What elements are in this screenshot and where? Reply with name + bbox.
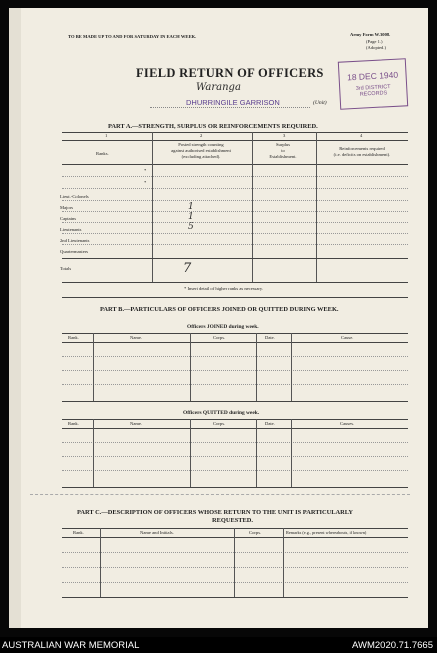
archive-footer xyxy=(0,637,437,653)
form-page: (Page 1.) xyxy=(366,39,383,44)
header-surplus-3: Establishment. xyxy=(269,154,297,159)
part-c-col-remarks: Remarks (e.g., present whereabouts, if known) xyxy=(286,530,367,535)
joined-col-div xyxy=(93,333,94,401)
unit-line xyxy=(150,107,310,108)
row-line xyxy=(62,200,408,201)
part-c-header-rule xyxy=(62,537,408,538)
col-num-3: 3 xyxy=(283,133,286,138)
part-a-col-div-3 xyxy=(316,132,317,282)
joined-col-cause: Cause. xyxy=(341,335,354,340)
quitted-col-date: Date. xyxy=(265,421,275,426)
joined-col-div xyxy=(190,333,191,401)
header-ranks: Ranks. xyxy=(96,151,109,156)
header-note: TO BE MADE UP TO AND FOR SATURDAY IN EACH WEEK. xyxy=(68,34,197,39)
unit-label: (Unit) xyxy=(313,100,327,106)
part-a-footnote: * Insert detail of higher ranks as necessary. xyxy=(184,286,264,291)
part-a-header-rule xyxy=(62,140,408,141)
part-c-col-name: Name and Initials. xyxy=(140,530,174,535)
row-line xyxy=(62,188,408,189)
unit-typed: DHURRINGILE GARRISON xyxy=(186,98,280,107)
part-c-col-div xyxy=(234,528,235,597)
quitted-col-name: Name. xyxy=(130,421,143,426)
part-a-body-rule xyxy=(62,164,408,165)
quitted-col-rank: Rank. xyxy=(68,421,79,426)
stamp-date: 18 DEC 1940 xyxy=(346,69,399,83)
joined-col-rank: Rank. xyxy=(68,335,79,340)
form-number: Army Form W.3008. xyxy=(350,32,391,37)
header-posted-2: against authorised establishment xyxy=(171,148,231,153)
part-c-col-div xyxy=(283,528,284,597)
star-row-2: * xyxy=(144,180,147,185)
part-a-top-rule xyxy=(62,132,408,133)
posted-majors: 1 xyxy=(188,202,194,212)
totals-bottom-rule xyxy=(62,282,408,283)
header-posted-1: Posted strength counting xyxy=(178,142,224,147)
joined-col-div xyxy=(256,333,257,401)
row-line xyxy=(62,456,408,457)
quitted-col-corps: Corps. xyxy=(213,421,226,426)
form-adopted: (Adopted.) xyxy=(366,45,387,50)
footer-institution: AUSTRALIAN WAR MEMORIAL xyxy=(2,640,140,651)
quitted-title: Officers QUITTED during week. xyxy=(183,410,260,416)
row-line xyxy=(62,176,408,177)
part-c-title-1: PART C.—DESCRIPTION OF OFFICERS WHOSE RETURN TO THE UNIT IS PARTICULARLY xyxy=(77,509,354,516)
section-divider xyxy=(62,297,408,298)
row-line xyxy=(62,211,408,212)
col-num-1: 1 xyxy=(105,133,108,138)
rank-quartermasters: Quartermasters xyxy=(60,249,89,254)
stamp-district: 3rd DISTRICT xyxy=(355,84,391,92)
row-line xyxy=(62,244,408,245)
row-line xyxy=(62,552,408,553)
row-line xyxy=(62,384,408,385)
joined-title: Officers JOINED during week. xyxy=(187,324,259,330)
header-reinf-2: (i.e. deficits on establishment). xyxy=(333,152,391,157)
totals-value: 7 xyxy=(183,261,192,276)
posted-lieutenants: 5 xyxy=(188,222,194,232)
footer-accession-number: AWM2020.71.7665 xyxy=(352,640,433,651)
unit-handwritten: Waranga xyxy=(196,82,241,93)
header-reinf-1: Reinforcements required xyxy=(339,146,385,151)
part-b-title: PART B.—PARTICULARS OF OFFICERS JOINED OR QUITTED DURING WEEK. xyxy=(100,306,339,313)
quitted-col-div xyxy=(93,419,94,487)
rank-majors: Majors xyxy=(60,205,74,210)
quitted-col-causes: Causes. xyxy=(340,421,355,426)
quitted-col-div xyxy=(256,419,257,487)
quitted-col-div xyxy=(190,419,191,487)
page-left-edge xyxy=(9,8,21,628)
joined-col-corps: Corps. xyxy=(213,335,226,340)
part-a-col-div-2 xyxy=(252,132,253,282)
joined-bottom-rule xyxy=(62,401,408,402)
form-title: FIELD RETURN OF OFFICERS xyxy=(136,66,324,80)
part-c-col-rank: Rank. xyxy=(73,530,84,535)
totals-label: Totals xyxy=(60,266,72,271)
joined-col-div xyxy=(291,333,292,401)
header-posted-3: (excluding attached). xyxy=(181,154,221,159)
header-surplus-1: Surplus xyxy=(275,142,291,147)
row-line xyxy=(62,222,408,223)
row-line xyxy=(62,442,408,443)
joined-top-rule xyxy=(62,333,408,334)
col-num-4: 4 xyxy=(360,133,363,138)
fold-line xyxy=(30,494,410,495)
row-line xyxy=(62,233,408,234)
col-num-2: 2 xyxy=(200,133,203,138)
rank-2nd-lieutenants: 2nd Lieutenants xyxy=(60,238,90,243)
rank-captains: Captains xyxy=(60,216,77,221)
rank-lieut-colonels: Lieut.-Colonels xyxy=(60,194,89,199)
quitted-col-div xyxy=(291,419,292,487)
joined-col-date: Date. xyxy=(265,335,275,340)
totals-top-rule xyxy=(62,258,408,259)
stamp-records: RECORDS xyxy=(359,90,388,98)
quitted-header-rule xyxy=(62,428,408,429)
row-line xyxy=(62,582,408,583)
joined-col-name: Name. xyxy=(130,335,143,340)
part-a-title: PART A.—STRENGTH, SURPLUS OR REINFORCEMENTS REQUIRED. xyxy=(108,123,318,130)
row-line xyxy=(62,567,408,568)
quitted-bottom-rule xyxy=(62,487,408,488)
received-stamp xyxy=(338,58,408,109)
star-row-1: * xyxy=(144,168,147,173)
row-line xyxy=(62,470,408,471)
row-line xyxy=(62,356,408,357)
joined-header-rule xyxy=(62,342,408,343)
part-c-title-2: REQUESTED. xyxy=(212,517,254,524)
part-a-col-div-1 xyxy=(152,132,153,282)
header-surplus-2: to xyxy=(281,148,285,153)
part-c-col-corps: Corps. xyxy=(249,530,262,535)
part-c-col-div xyxy=(100,528,101,597)
rank-lieutenants: Lieutenants xyxy=(60,227,82,232)
posted-captains: 1 xyxy=(188,212,194,222)
quitted-top-rule xyxy=(62,419,408,420)
part-c-top-rule xyxy=(62,528,408,529)
row-line xyxy=(62,370,408,371)
part-c-bottom-rule xyxy=(62,597,408,598)
